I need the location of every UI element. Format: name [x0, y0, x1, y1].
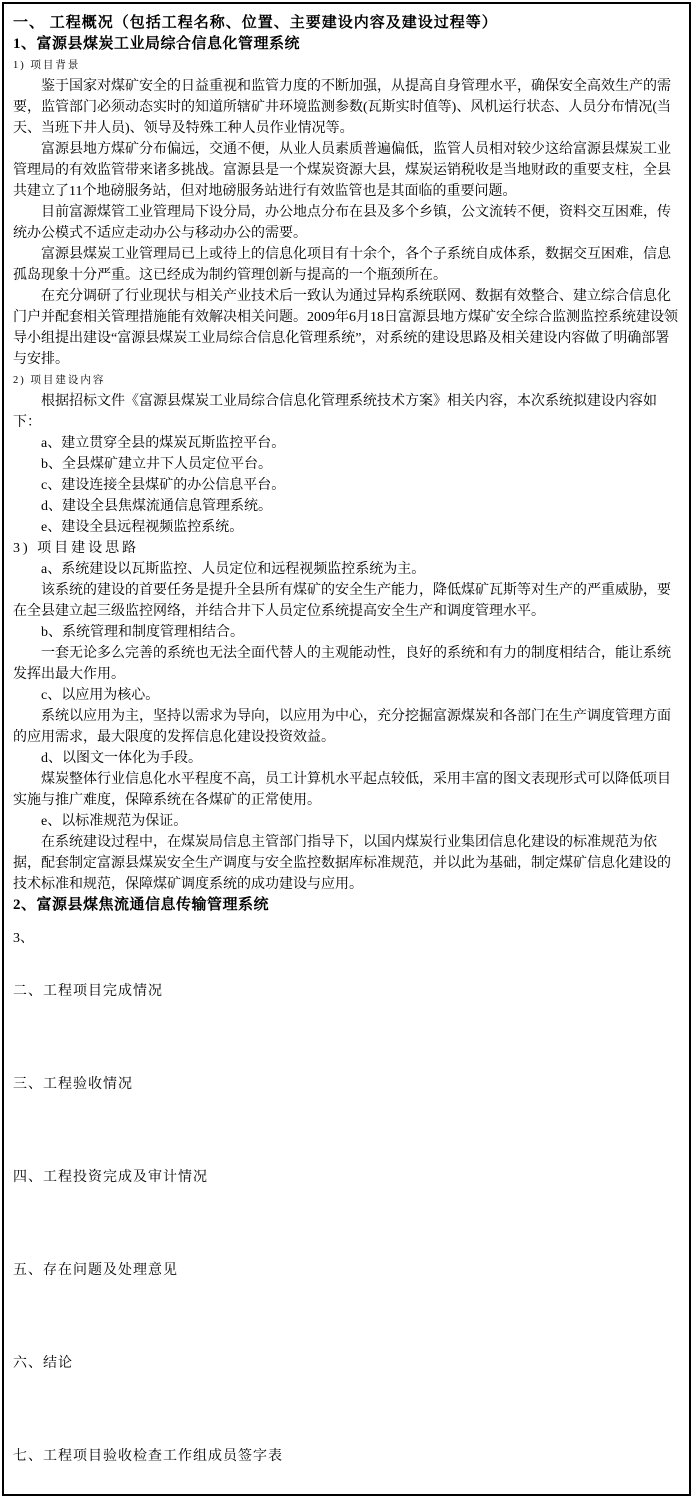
paragraph: 煤炭整体行业信息化水平程度不高，员工计算机水平起点较低，采用丰富的图文表现形式可以降低项目实施与推广难度，保障系统在各煤矿的正常使用。	[13, 772, 671, 808]
sub-heading: 1) 项目背景	[13, 60, 81, 71]
section-heading: 七、工程项目验收检查工作组成员签字表	[13, 1449, 283, 1464]
section-heading: 三、工程验收情况	[13, 1077, 133, 1092]
document-page	[2, 2, 691, 1496]
paragraph: 富源县煤炭工业管理局已上或待上的信息化项目有十余个，各个子系统自成体系，数据交互困难，信息孤岛现象十分严重。这已经成为制约管理创新与提高的一个瓶颈所在。	[13, 247, 671, 283]
list-item: e、以标准规范为保证。	[41, 814, 188, 829]
list-item: a、建立贯穿全县的煤炭瓦斯监控平台。	[41, 436, 286, 451]
paragraph: 系统以应用为主，坚持以需求为导向，以应用为中心，充分挖掘富源煤炭和各部门在生产调度管理方面的应用需求，最大限度的发挥信息化建设投资效益。	[13, 709, 671, 745]
paragraph: 在系统建设过程中，在煤炭局信息主管部门指导下，以国内煤炭行业集团信息化建设的标准规范为依据，配套制定富源县煤炭安全生产调度与安全监控数据库标准规范，并以此为基础，制定煤矿信息化建设的技术标准和规范，保障煤矿调度系统的成功建设与应用。	[13, 835, 671, 892]
sub-heading: 2) 项目建设内容	[13, 375, 106, 386]
list-item: d、以图文一体化为手段。	[41, 751, 202, 766]
paragraph: 根据招标文件《富源县煤炭工业局综合信息化管理系统技术方案》相关内容，本次系统拟建设内容如下：	[13, 394, 657, 430]
list-item: a、系统建设以瓦斯监控、人员定位和远程视频监控系统为主。	[41, 562, 426, 577]
paragraph: 鉴于国家对煤矿安全的日益重视和监管力度的不断加强，从提高自身管理水平，确保安全高效生产的需要，监管部门必须动态实时的知道所辖矿井环境监测参数(瓦斯实时值等)、风机运行状态、人员分布情况(当天、当班下井人员)、领导及特殊工种人员作业情况等。	[13, 79, 671, 136]
paragraph: 一套无论多么完善的系统也无法全面代替人的主观能动性，良好的系统和有力的制度相结合，能让系统发挥出最大作用。	[13, 646, 671, 682]
list-item: d、建设全县焦煤流通信息管理系统。	[41, 499, 272, 514]
list-item: c、以应用为核心。	[41, 688, 160, 703]
doc-title: 一、 工程概况（包括工程名称、位置、主要建设内容及建设过程等）	[13, 15, 498, 31]
list-item: b、系统管理和制度管理相结合。	[41, 625, 244, 640]
paragraph: 在充分调研了行业现状与相关产业技术后一致认为通过异构系统联网、数据有效整合、建立综合信息化门户并配套相关管理措施能有效解决相关问题。2009年6月18日富源县地方煤矿安全综合监测监控系统建设领导小组提出建设“富源县煤炭工业局综合信息化管理系统”，对系统的建设思路及相关建设内容做了明确部署与安排。	[13, 289, 678, 367]
section-heading: 六、结论	[13, 1356, 73, 1371]
list-item: b、全县煤矿建立井下人员定位平台。	[41, 457, 272, 472]
numbered-heading: 3、	[13, 931, 34, 946]
sub-heading: 3) 项目建设思路	[13, 541, 140, 556]
section-heading: 二、工程项目完成情况	[13, 984, 163, 999]
list-item: e、建设全县远程视频监控系统。	[41, 520, 244, 535]
section-heading: 五、存在问题及处理意见	[13, 1263, 178, 1278]
list-item: c、建设连接全县煤矿的办公信息平台。	[41, 478, 286, 493]
document-body	[13, 13, 680, 1467]
numbered-heading: 1、富源县煤炭工业局综合信息化管理系统	[13, 36, 301, 52]
paragraph: 该系统的建设的首要任务是提升全县所有煤矿的安全生产能力，降低煤矿瓦斯等对生产的严重威胁，要在全县建立起三级监控网络，并结合井下人员定位系统提高安全生产和调度管理水平。	[13, 583, 671, 619]
paragraph: 目前富源煤管工业管理局下设分局，办公地点分布在县及多个乡镇，公文流转不便，资料交互困难，传统办公模式不适应走动办公与移动办公的需要。	[13, 205, 671, 241]
numbered-heading: 2、富源县煤焦流通信息传输管理系统	[13, 897, 270, 913]
paragraph: 富源县地方煤矿分布偏远，交通不便，从业人员素质普遍偏低，监管人员相对较少这给富源县煤炭工业管理局的有效监管带来诸多挑战。富源县是一个煤炭资源大县，煤炭运销税收是当地财政的重要支柱，全县共建立了11个地磅服务站，但对地磅服务站进行有效监管也是其面临的重要问题。	[13, 142, 671, 199]
section-heading: 四、工程投资完成及审计情况	[13, 1170, 208, 1185]
